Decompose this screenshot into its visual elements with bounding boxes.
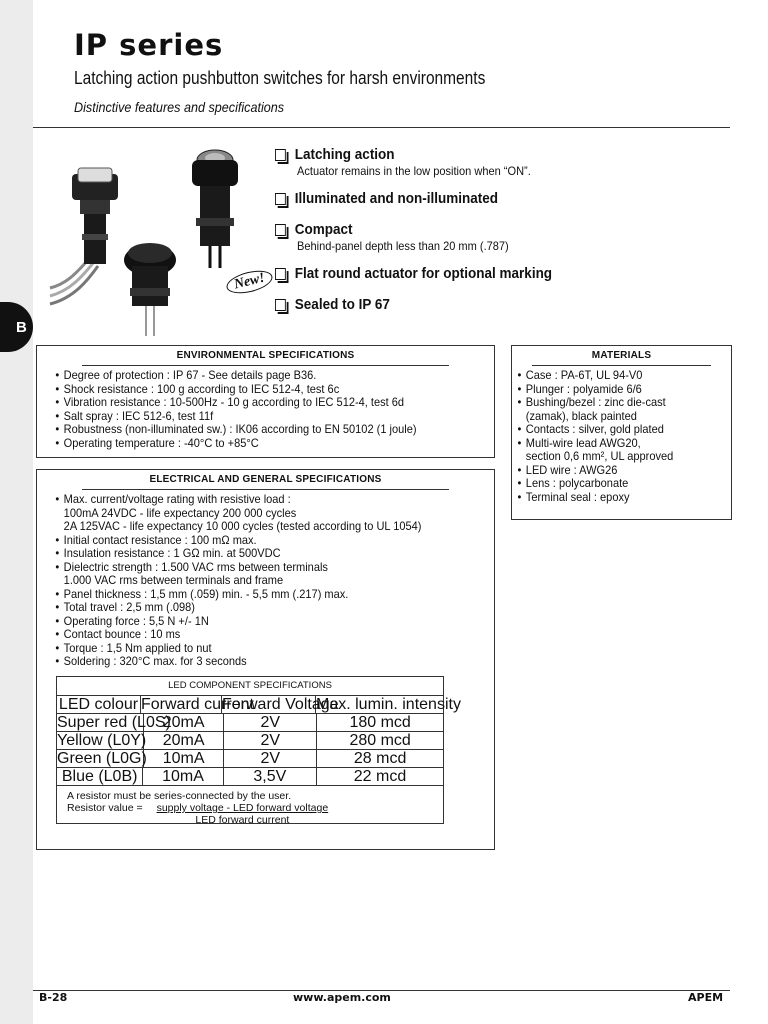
formula-numerator: supply voltage - LED forward voltage [156,802,329,814]
left-margin-bar [0,0,33,1024]
environmental-specs-box [36,345,495,458]
led-note [57,786,443,826]
list-item: • Insulation resistance : 1 GΩ min. at 500VDC [55,546,281,560]
list-item: 1.000 VAC rms between terminals and frame [63,573,284,587]
list-item: (zamak), black painted [525,408,637,423]
list-item: • Soldering : 320°C max. for 3 seconds [55,654,247,668]
header-divider [33,127,730,128]
materials-list [512,369,713,504]
list-item: • Multi-wire lead AWG20, [517,435,641,450]
feature-title: Illuminated and non-illuminated [294,190,499,207]
list-item: • Torque : 1,5 Nm applied to nut [55,640,212,655]
led-cell: Blue (L0B) [57,768,143,785]
list-item: • Degree of protection : IP 67 - See details page B36. [55,368,317,382]
materials-box [511,345,732,520]
led-cell: 10mA [143,768,223,785]
list-item: 100mA 24VDC - life expectancy 200 000 cycles [63,505,297,520]
led-cell: Green (L0G) [57,750,147,767]
led-cell: 2V [224,732,317,749]
list-item: 2A 125VAC - life expectancy 10 000 cycles (tested according to UL 1054) [63,519,422,533]
led-spec-table [56,676,461,826]
feature-title: Sealed to IP 67 [294,296,390,313]
led-header-cell: Forward Voltage [222,696,339,713]
feature-title: Latching action [294,146,395,163]
list-item: • Total travel : 2,5 mm (.098) [55,600,195,614]
led-cell: 20mA [144,732,224,749]
led-cell: 2V [224,714,317,731]
led-table-row [57,768,443,786]
led-table-row [57,714,443,732]
list-item: • Dielectric strength : 1.500 VAC rms between terminals [55,559,328,574]
formula-denominator: LED forward current [195,814,290,826]
formula-fraction [157,802,329,826]
new-badge: New! [224,267,275,298]
led-cell: 10mA [144,750,224,767]
materials-title: MATERIALS [591,350,652,361]
section-heading: Distinctive features and specifications [74,99,285,115]
environmental-list [37,369,457,450]
checkbox-bullet-icon [275,193,286,205]
feature-title: Compact [294,221,353,238]
title-rule [82,365,449,366]
list-item: • Max. current/voltage rating with resistive load : [55,492,291,506]
section-tab: B [0,302,33,352]
electrical-title: ELECTRICAL AND GENERAL SPECIFICATIONS [149,474,382,485]
list-item: • Plunger : polyamide 6/6 [517,381,642,396]
list-item: • Case : PA-6T, UL 94-V0 [517,368,643,382]
formula-label: Resistor value = [67,802,143,814]
led-cell: 2V [224,750,317,767]
resistor-note: A resistor must be series-connected by the user. [67,790,292,802]
footer-brand: APEM [688,991,724,1004]
list-item: • Lens : polycarbonate [517,476,629,490]
led-header-cell: Max. lumin. intensity [316,696,461,713]
electrical-specs-box [36,469,495,850]
list-item: • Vibration resistance : 10-500Hz - 10 g according to IEC 512-4, test 6d [55,395,405,409]
electrical-list [37,493,457,669]
led-header-cell: Forward current [141,696,254,713]
list-item: • Salt spray : IEC 512-6, test 11f [55,408,214,423]
page-title: IP series [74,28,224,62]
title-rule [82,489,449,490]
led-cell: 280 mcd [349,732,411,749]
list-item: • Panel thickness : 1,5 mm (.059) min. - 5,5 mm (.217) max. [55,586,349,601]
feature-item [275,146,735,178]
feature-desc: Behind-panel depth less than 20 mm (.787) [297,239,509,253]
list-item: • Initial contact resistance : 100 mΩ max. [55,532,257,547]
list-item: section 0,6 mm², UL approved [525,449,674,463]
led-cell: 180 mcd [349,714,411,731]
feature-desc: Actuator remains in the low position when “ON”. [297,164,531,178]
led-cell: 22 mcd [353,768,407,785]
list-item: • LED wire : AWG26 [517,462,618,477]
feature-item [275,221,735,253]
list-item: • Shock resistance : 100 g according to IEC 512-4, test 6c [55,381,340,396]
led-cell: 20mA [144,714,224,731]
led-header-cell: LED colour [57,696,141,713]
feature-item [275,296,735,313]
list-item: • Contact bounce : 10 ms [55,627,181,641]
led-cell: 3,5V [224,768,317,785]
product-photo [50,138,250,338]
led-table-row [57,732,443,750]
led-table-title: LED COMPONENT SPECIFICATIONS [57,677,443,696]
feature-list [275,146,735,322]
title-rule [532,365,711,366]
feature-item [275,190,735,207]
page-subtitle: Latching action pushbutton switches for harsh environments [74,68,486,88]
checkbox-bullet-icon [275,268,286,280]
list-item: • Operating force : 5,5 N +/- 1N [55,613,209,628]
list-item: • Bushing/bezel : zinc die-cast [517,395,666,409]
led-cell: Super red (L0S) [57,714,171,731]
feature-item [275,265,735,282]
led-table-row [57,750,443,768]
environmental-title: ENVIRONMENTAL SPECIFICATIONS [176,350,355,361]
list-item: • Terminal seal : epoxy [517,489,630,504]
feature-title: Flat round actuator for optional marking [294,265,553,282]
list-item: • Operating temperature : -40°C to +85°C [55,435,259,450]
list-item: • Robustness (non-illuminated sw.) : IK06 according to EN 50102 (1 joule) [55,422,417,436]
led-cell: Yellow (L0Y) [57,732,147,749]
checkbox-bullet-icon [275,149,286,161]
page-number: B-28 [39,991,68,1004]
led-header-row [57,696,461,714]
checkbox-bullet-icon [275,224,286,236]
checkbox-bullet-icon [275,299,286,311]
led-cell: 28 mcd [353,750,407,767]
footer-url: www.apem.com [293,991,391,1004]
resistor-formula [67,802,443,826]
list-item: • Contacts : silver, gold plated [517,422,664,436]
